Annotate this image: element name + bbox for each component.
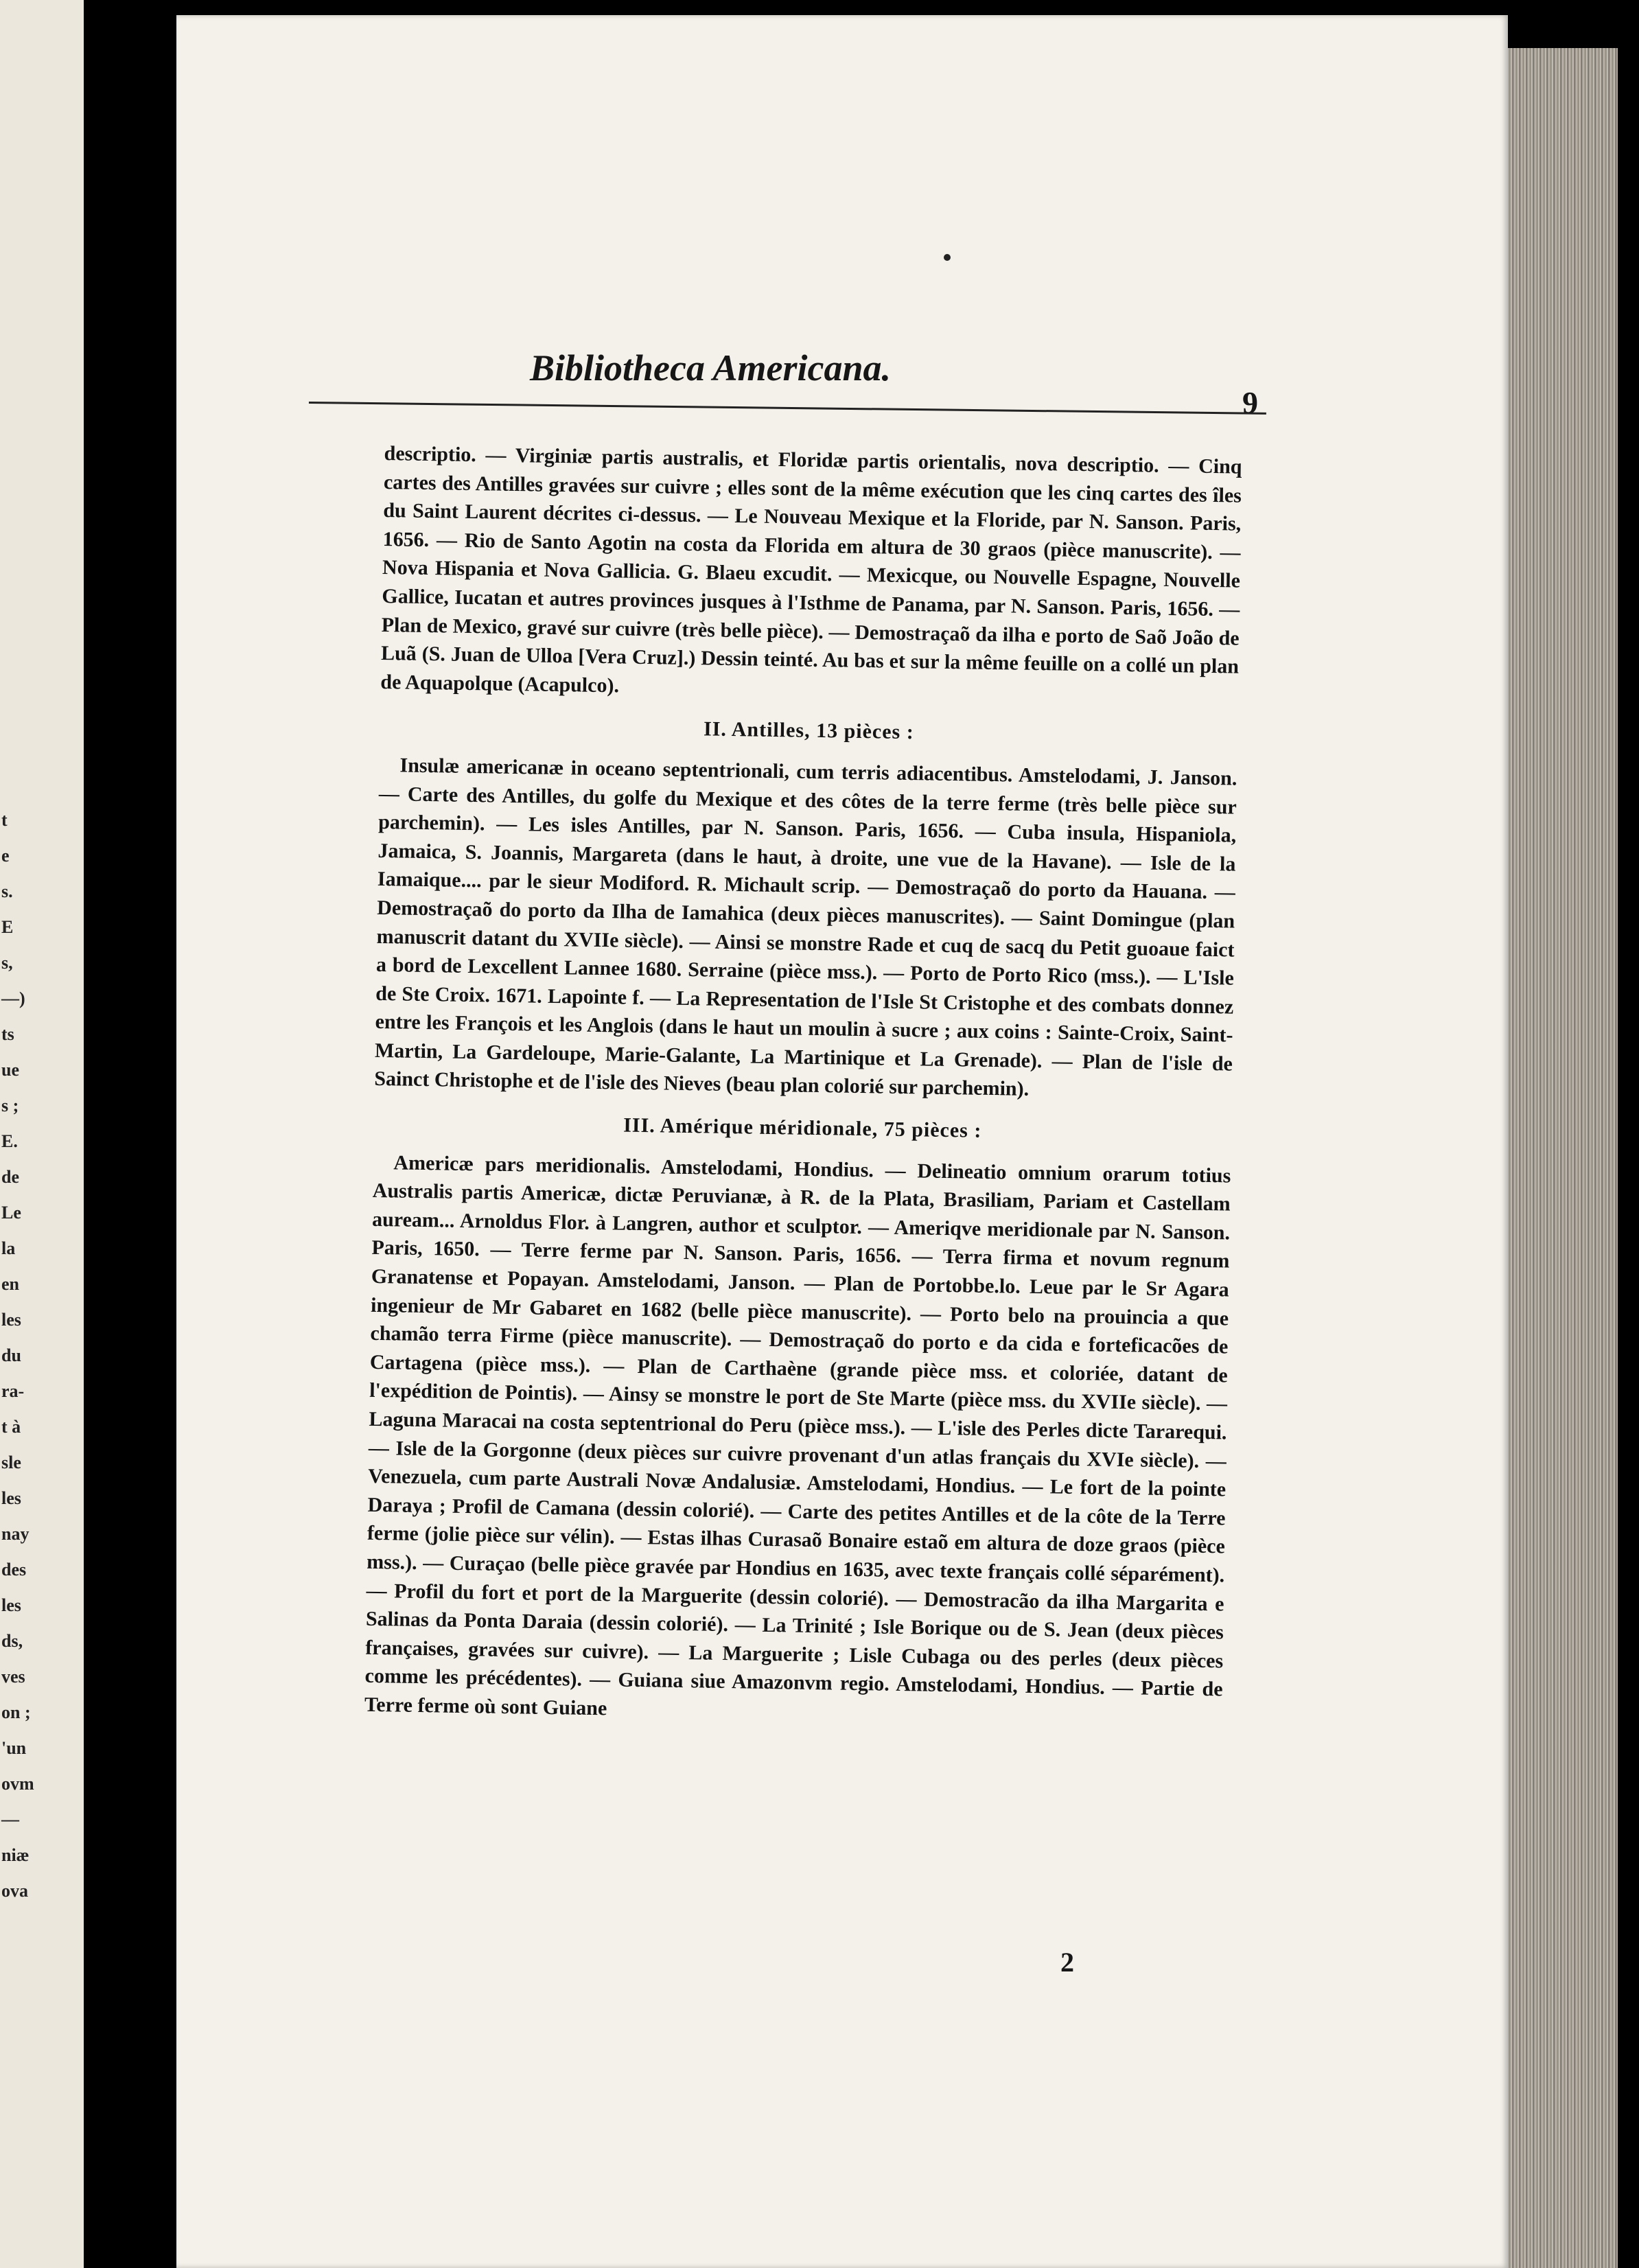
facing-page-text-fragment: ova [1, 1881, 28, 1901]
facing-page-text-fragment: ves [1, 1667, 25, 1687]
facing-page-text-fragment: des [1, 1560, 27, 1579]
page-edges [1508, 48, 1618, 2268]
facing-page-text-fragment: s. [1, 881, 13, 901]
facing-page-text-fragment: —) [1, 988, 25, 1008]
running-title: Bibliotheca Americana. [530, 347, 891, 389]
facing-page-text-fragment: ovm [1, 1774, 34, 1794]
facing-page-text-fragment: du [1, 1345, 21, 1365]
facing-page-text-fragment: nay [1, 1524, 30, 1544]
facing-page-text-fragment: t à [1, 1417, 21, 1437]
page-number: 9 [1242, 385, 1258, 420]
facing-page-text-fragment: ue [1, 1060, 19, 1080]
facing-page-text-fragment: e [1, 846, 10, 866]
section-heading-antilles: II. Antilles, 13 pièces : [703, 717, 914, 744]
facing-page-text-fragment: sle [1, 1453, 21, 1472]
facing-page-text-fragment: ts [1, 1024, 14, 1044]
continuation-paragraph: descriptio. — Virginiæ partis australis, et Floridæ partis orientalis, nova descriptio. — Cinq cartes des Antilles gravées sur cuivre ; elles sont de la même exécution que les cinq cartes des îles du Saint Laurent décrites ci-dessus. — Le Nouveau Mexique et la Floride, par N. Sanson. Paris, 1656. — Rio de Santo Agotin na costa da Florida em altura de 30 graos (pièce manuscrite). — Nova Hispania et Nova Gallicia. G. Blaeu excudit. — Mexicque, ou Nouvelle Espagne, Nouvelle Gallice, Iucatan et autres provinces jusques à l'Isthme de Panama, par N. Sanson. Paris, 1656. — Plan de Mexico, gravé sur cuivre (très belle pièce). — Demostraçaõ da ilha e porto de Saõ João de Luã (S. Juan de Ulloa [Vera Cruz].) Dessin teinté. Au bas et sur la même feuille on a collé un plan de Aquapolque (Acapulco). [380, 441, 1242, 697]
facing-page-text-fragment: t [1, 810, 8, 830]
section-amerique-text: Americæ pars meridionalis. Amstelodami, Hondius. — Delineatio omnium orarum totius Australis partis Americæ, dictæ Peruvianæ, à R. de la Plata, Brasiliam, Pariam et Castellam auream... Arnoldus Flor. à Langren, author et sculptor. — Ameriqve meridionale par N. Sanson. Paris, 1650. — Terre ferme par N. Sanson. Paris, 1656. — Terra firma et novum regnum Granatense et Popayan. Amstelodami, Janson. — Plan de Portobbe.lo. Leue par le Sr Agara ingenieur de Mr Gabaret en 1682 (belle pièce manuscrite). — Porto belo na prouincia a que chamão terra Firme (pièce manuscrite). — Demostraçaõ do porto e da cida e forteficacões de Cartagena (pièce mss.). — Plan de Carthaène (grande pièce mss. et coloriée, datant de l'expédition de Pointis). — Ainsy se monstre le port de Ste Marte (pièce mss. du XVIIe siècle). — Laguna Maracai na costa septentrional do Peru (pièce mss.). — L'isle des Perles dicte Tararequi. — Isle de la Gorgonne (deux pièces sur cuivre provenant d'un atlas français du XVIe siècle). — Venezuela, cum parte Australi Novæ Andalusiæ. Amstelodami, Hondius. — Le fort de la pointe Daraya ; Profil de Camana (dessin colorié). — Carte des petites Antilles et de la côte de la Terre ferme (jolie pièce sur vélin). — Estas ilhas Curasaõ Bonaire estaõ em altura de doze graos (pièce mss.). — Curaçao (belle pièce gravée par Hondius en 1635, avec texte français collé séparément). — Profil du fort et port de la Marguerite (dessin colorié). — Demostracão da ilha Margarita e Salinas da Ponta Daraia (dessin colorié). — La Trinité ; Isle Borique ou de S. Jean (deux pièces françaises, gravées sur cuivre). — La Marguerite ; Lisle Cubaga ou des perles (deux pièces comme les précédentes). — Guiana siue Amazonvm regio. Amstelodami, Hondius. — Partie de Terre ferme où sont Guiane [364, 1150, 1231, 1720]
facing-page-text-fragment: les [1, 1488, 21, 1508]
facing-page-text-fragment: 'un [1, 1738, 27, 1758]
facing-page-text-fragment: E [1, 917, 14, 937]
page-body [364, 439, 1242, 1733]
facing-page-text-fragment: — [1, 1809, 19, 1829]
facing-page-text-fragment: de [1, 1167, 19, 1187]
facing-page-text-fragment: la [1, 1238, 16, 1258]
facing-page-text-fragment: E. [1, 1131, 18, 1151]
facing-page-text-fragment: niæ [1, 1845, 30, 1865]
facing-page-text-fragment: les [1, 1595, 21, 1615]
facing-page-fragment [0, 0, 84, 2268]
ink-dot [944, 254, 951, 261]
facing-page-text-fragment: s, [1, 953, 13, 973]
section-heading-amerique-meridionale: III. Amérique méridionale, 75 pièces : [623, 1113, 982, 1142]
section-antilles-text: Insulæ americanæ in oceano septentrionali, cum terris adiacentibus. Amstelodami, J. Janson. — Carte des Antilles, du golfe du Mexique et des côtes de la terre ferme (très belle pièce sur parchemin). — Les isles Antilles, par N. Sanson. Paris, 1656. — Cuba insula, Hispaniola, Jamaica, S. Joannis, Margareta (dans le haut, à droite, une vue de la Havane). — Isle de la Iamaique.... par le sieur Modiford. R. Michault scrip. — Demostraçaõ do porto da Hauana. — Demostraçaõ do porto da Ilha de Iamahica (deux pièces manuscrites). — Saint Domingue (plan manuscrit datant du XVIIe siècle). — Ainsi se monstre Rade et cuq de sacq du Petit guoaue faict a bord de Lexcellent Lannee 1680. Serraine (pièce mss.). — Porto de Porto Rico (mss.). — L'Isle de Ste Croix. 1671. Lapointe f. — La Representation de l'Isle St Cristophe et des combats donnez entre les François et les Anglois (dans le haut un moulin à sucre ; aux coins : Sainte-Croix, Saint-Martin, La Gardeloupe, Marie-Galante, La Martinique et La Grenade). — Plan de l'isle de Sainct Christophe et de l'isle des Nieves (beau plan colorié sur parchemin). [374, 754, 1237, 1101]
facing-page-text-fragment: ds, [1, 1631, 23, 1651]
facing-page-text-fragment: on ; [1, 1702, 31, 1722]
book-gutter [84, 0, 176, 2268]
facing-page-text-fragment: s ; [1, 1096, 19, 1115]
facing-page-text-fragment: ra- [1, 1381, 25, 1401]
facing-page-text-fragment: en [1, 1274, 19, 1294]
signature-mark: 2 [1060, 1947, 1074, 1978]
facing-page-text-fragment: Le [1, 1203, 21, 1223]
facing-page-text-fragment: les [1, 1310, 21, 1330]
